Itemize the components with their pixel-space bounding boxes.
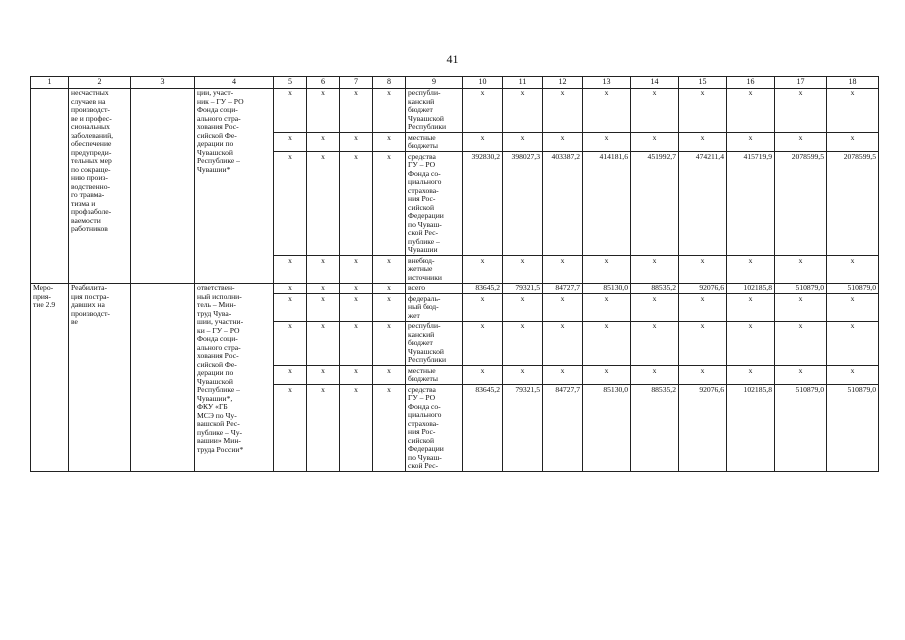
funding-value-cell: 474211,4 <box>679 152 727 256</box>
funding-value-cell: x <box>463 256 503 284</box>
budget-code-cell: x <box>373 294 406 322</box>
funding-value-cell: x <box>583 366 631 385</box>
column-number-header: 3 <box>131 77 195 89</box>
table-row <box>31 283 879 294</box>
header-row <box>31 77 879 89</box>
funding-value-cell: x <box>503 366 543 385</box>
funding-value-cell: 2078599,5 <box>827 152 879 256</box>
budget-code-cell: x <box>340 385 373 472</box>
funding-value-cell: 84727,7 <box>543 283 583 294</box>
column-number-header: 17 <box>775 77 827 89</box>
budget-code-cell: x <box>373 385 406 472</box>
empty-column-cell <box>131 283 195 472</box>
funding-value-cell: x <box>827 88 879 133</box>
budget-code-cell: x <box>340 321 373 366</box>
budget-code-cell: x <box>307 283 340 294</box>
funding-value-cell: 403387,2 <box>543 152 583 256</box>
budget-code-cell: x <box>274 88 307 133</box>
funding-value-cell: x <box>727 366 775 385</box>
budget-code-cell: x <box>373 256 406 284</box>
funding-value-cell: x <box>463 88 503 133</box>
funding-value-cell: 398027,3 <box>503 152 543 256</box>
funding-value-cell: x <box>543 256 583 284</box>
budget-code-cell: x <box>340 88 373 133</box>
column-number-header: 4 <box>195 77 274 89</box>
program-table <box>30 76 879 472</box>
funding-value-cell: x <box>503 88 543 133</box>
page-number: 41 <box>446 52 459 66</box>
funding-value-cell: x <box>543 321 583 366</box>
funding-value-cell: 510879,0 <box>827 385 879 472</box>
budget-code-cell: x <box>340 152 373 256</box>
column-number-header: 12 <box>543 77 583 89</box>
funding-value-cell: 2078599,5 <box>775 152 827 256</box>
funding-value-cell: x <box>543 88 583 133</box>
funding-value-cell: 83645,2 <box>463 283 503 294</box>
funding-value-cell: 392830,2 <box>463 152 503 256</box>
budget-code-cell: x <box>373 366 406 385</box>
funding-value-cell: x <box>503 256 543 284</box>
funding-value-cell: x <box>463 133 503 152</box>
budget-code-cell: x <box>373 283 406 294</box>
budget-code-cell: x <box>307 256 340 284</box>
funding-value-cell: x <box>775 133 827 152</box>
funding-value-cell: x <box>463 294 503 322</box>
funding-value-cell: x <box>775 321 827 366</box>
funding-value-cell: x <box>463 366 503 385</box>
funding-value-cell: x <box>543 366 583 385</box>
measure-name-cell: Реабилита- ция постра- давших на производст- ве <box>69 283 131 472</box>
funding-value-cell: x <box>631 256 679 284</box>
funding-value-cell: 510879,0 <box>775 283 827 294</box>
funding-value-cell: x <box>679 88 727 133</box>
funding-source-cell: средства ГУ – РО Фонда со- циального страхова- ния Рос- сийской Федерации по Чуваш- ской Рес- <box>406 385 463 472</box>
funding-value-cell: x <box>583 256 631 284</box>
funding-value-cell: x <box>679 294 727 322</box>
funding-value-cell: x <box>727 294 775 322</box>
funding-source-cell: внебюд- жетные источники <box>406 256 463 284</box>
funding-value-cell: x <box>679 133 727 152</box>
budget-code-cell: x <box>307 321 340 366</box>
funding-value-cell: x <box>775 88 827 133</box>
budget-code-cell: x <box>307 385 340 472</box>
funding-value-cell: x <box>503 133 543 152</box>
funding-value-cell: x <box>827 256 879 284</box>
funding-value-cell: x <box>631 366 679 385</box>
budget-code-cell: x <box>373 133 406 152</box>
funding-value-cell: 92076,6 <box>679 385 727 472</box>
funding-value-cell: x <box>583 133 631 152</box>
funding-value-cell: x <box>583 321 631 366</box>
funding-value-cell: x <box>775 294 827 322</box>
budget-code-cell: x <box>307 366 340 385</box>
funding-value-cell: x <box>543 294 583 322</box>
funding-value-cell: x <box>503 321 543 366</box>
funding-value-cell: 415719,9 <box>727 152 775 256</box>
funding-source-cell: местные бюджеты <box>406 133 463 152</box>
budget-code-cell: x <box>373 321 406 366</box>
funding-value-cell: x <box>631 88 679 133</box>
funding-value-cell: x <box>631 294 679 322</box>
budget-code-cell: x <box>274 256 307 284</box>
funding-value-cell: 88535,2 <box>631 283 679 294</box>
column-number-header: 16 <box>727 77 775 89</box>
budget-code-cell: x <box>307 88 340 133</box>
funding-value-cell: x <box>827 366 879 385</box>
funding-value-cell: x <box>679 256 727 284</box>
column-number-header: 7 <box>340 77 373 89</box>
budget-code-cell: x <box>274 366 307 385</box>
funding-value-cell: x <box>463 321 503 366</box>
column-number-header: 8 <box>373 77 406 89</box>
budget-code-cell: x <box>274 294 307 322</box>
funding-value-cell: x <box>631 321 679 366</box>
funding-value-cell: x <box>679 321 727 366</box>
column-number-header: 13 <box>583 77 631 89</box>
funding-value-cell: x <box>503 294 543 322</box>
funding-value-cell: 414181,6 <box>583 152 631 256</box>
funding-value-cell: x <box>583 88 631 133</box>
funding-value-cell: 510879,0 <box>827 283 879 294</box>
funding-value-cell: x <box>727 321 775 366</box>
funding-value-cell: x <box>631 133 679 152</box>
funding-source-cell: местные бюджеты <box>406 366 463 385</box>
funding-value-cell: 88535,2 <box>631 385 679 472</box>
funding-value-cell: 83645,2 <box>463 385 503 472</box>
funding-value-cell: 84727,7 <box>543 385 583 472</box>
measure-name-cell: несчастных случаев на производст- ве и профес- сиональных заболеваний, обеспечение предупреди- тельных мер по сокраще- нию произ- водственно- го травма- тизма и профзаболе- ваемости работников <box>69 88 131 283</box>
funding-value-cell: 510879,0 <box>775 385 827 472</box>
funding-value-cell: 85130,0 <box>583 385 631 472</box>
column-number-header: 5 <box>274 77 307 89</box>
funding-value-cell: x <box>775 256 827 284</box>
funding-value-cell: x <box>727 133 775 152</box>
funding-value-cell: x <box>727 256 775 284</box>
column-number-header: 10 <box>463 77 503 89</box>
column-number-header: 11 <box>503 77 543 89</box>
funding-value-cell: x <box>827 133 879 152</box>
column-number-header: 9 <box>406 77 463 89</box>
budget-code-cell: x <box>340 294 373 322</box>
funding-value-cell: 79321,5 <box>503 385 543 472</box>
funding-source-cell: федераль- ный бюд- жет <box>406 294 463 322</box>
budget-code-cell: x <box>274 283 307 294</box>
funding-value-cell: x <box>679 366 727 385</box>
executor-cell: ции, участ- ник – ГУ – РО Фонда соци- ального стра- хования Рос- сийской Фе- дерации по Чувашской Республике – Чувашии* <box>195 88 274 283</box>
empty-column-cell <box>131 88 195 283</box>
budget-code-cell: x <box>340 366 373 385</box>
funding-value-cell: 451992,7 <box>631 152 679 256</box>
budget-code-cell: x <box>340 283 373 294</box>
column-number-header: 15 <box>679 77 727 89</box>
budget-code-cell: x <box>340 133 373 152</box>
funding-value-cell: 92076,6 <box>679 283 727 294</box>
funding-source-cell: всего <box>406 283 463 294</box>
funding-value-cell: x <box>775 366 827 385</box>
table-body <box>31 77 879 472</box>
budget-code-cell: x <box>307 294 340 322</box>
funding-value-cell: 79321,5 <box>503 283 543 294</box>
funding-value-cell: x <box>727 88 775 133</box>
funding-value-cell: x <box>583 294 631 322</box>
funding-value-cell: 102185,8 <box>727 385 775 472</box>
column-number-header: 1 <box>31 77 69 89</box>
funding-value-cell: 85130,0 <box>583 283 631 294</box>
budget-code-cell: x <box>274 321 307 366</box>
column-number-header: 2 <box>69 77 131 89</box>
budget-code-cell: x <box>274 133 307 152</box>
budget-code-cell: x <box>274 385 307 472</box>
budget-code-cell: x <box>373 152 406 256</box>
funding-source-cell: средства ГУ – РО Фонда со- циального страхова- ния Рос- сийской Федерации по Чуваш- ской Рес- публике – Чувашии <box>406 152 463 256</box>
column-number-header: 18 <box>827 77 879 89</box>
budget-code-cell: x <box>307 133 340 152</box>
funding-value-cell: x <box>827 294 879 322</box>
budget-code-cell: x <box>307 152 340 256</box>
funding-source-cell: республи- канский бюджет Чувашской Республики <box>406 321 463 366</box>
measure-number-cell <box>31 88 69 283</box>
table-row <box>31 88 879 133</box>
budget-code-cell: x <box>274 152 307 256</box>
budget-code-cell: x <box>340 256 373 284</box>
funding-source-cell: республи- канский бюджет Чувашской Республики <box>406 88 463 133</box>
column-number-header: 6 <box>307 77 340 89</box>
funding-value-cell: x <box>543 133 583 152</box>
budget-code-cell: x <box>373 88 406 133</box>
funding-value-cell: x <box>827 321 879 366</box>
executor-cell: ответствен- ный исполни- тель – Мин- труд Чува- шии, участни- ки – ГУ – РО Фонда соци- ального стра- хования Рос- сийской Фе- дерации по Чувашской Республике – Чувашии*, ФКУ «ГБ МСЭ по Чу- вашской Рес- публике – Чу- вашии» Мин- труда России* <box>195 283 274 472</box>
column-number-header: 14 <box>631 77 679 89</box>
measure-number-cell: Меро- прия- тие 2.9 <box>31 283 69 472</box>
funding-value-cell: 102185,8 <box>727 283 775 294</box>
